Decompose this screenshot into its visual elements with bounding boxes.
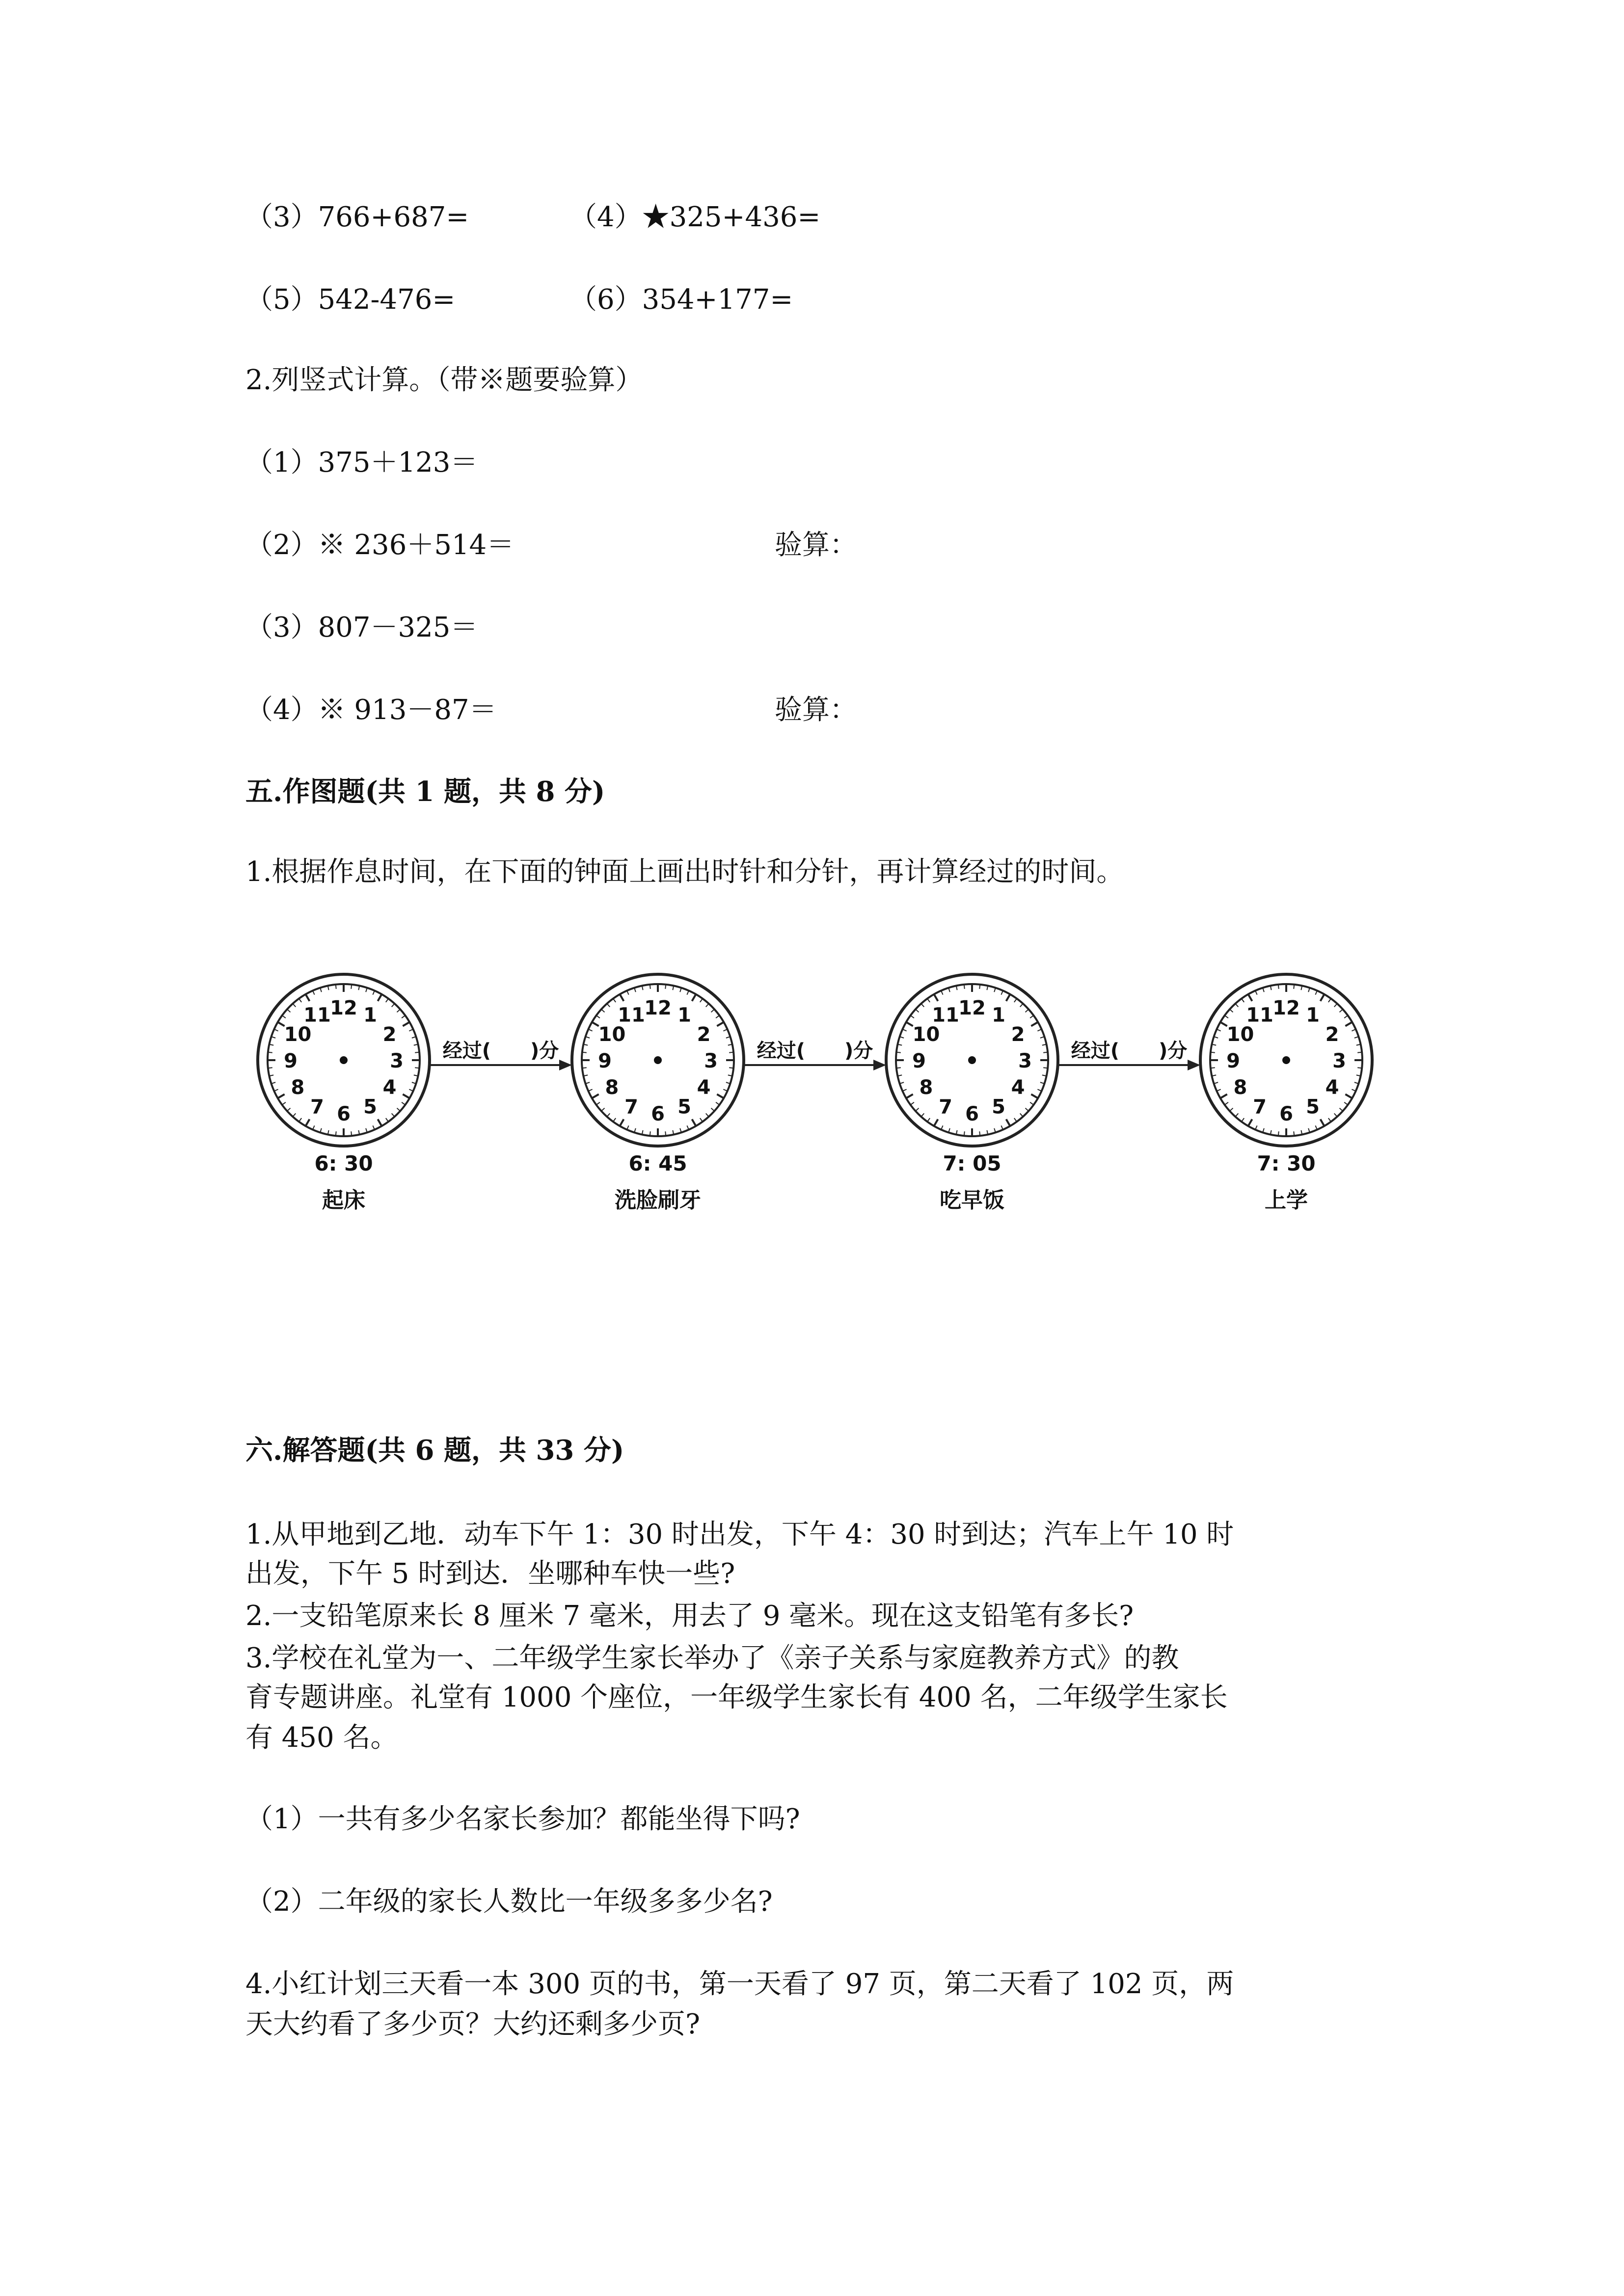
clock-tick: [278, 1022, 285, 1026]
clock-number: 12: [1272, 997, 1300, 1019]
clock-tick: [1211, 1052, 1215, 1053]
clock-tick: [1225, 1102, 1228, 1105]
clock-number: 9: [598, 1050, 612, 1072]
vertical-calc-item-2: （2）※ 236＋514＝: [245, 529, 514, 561]
clock-tick: [1014, 1118, 1017, 1121]
clock-tick: [601, 1108, 605, 1111]
clock-number: 11: [618, 1004, 645, 1027]
clock-tick: [979, 985, 980, 989]
clock-number: 5: [677, 1095, 691, 1119]
clock-tick: [415, 1052, 419, 1053]
question-3-line-3: 有 450 名。: [245, 1722, 398, 1754]
clock-tick: [392, 1004, 395, 1007]
clock-number: 5: [1306, 1095, 1320, 1119]
clock-tick: [1230, 1009, 1233, 1012]
clock-tick: [1020, 1004, 1023, 1007]
clock-tick: [692, 1119, 696, 1126]
question-4-line-2: 天大约看了多少页？大约还剩多少页?: [245, 2008, 701, 2040]
clock-number: 3: [1332, 1050, 1346, 1072]
clock-tick: [1248, 994, 1252, 1001]
arrow-duration-label: 经过( )分: [757, 1040, 873, 1062]
clock-schedule-diagram: [245, 952, 1394, 1227]
clock-tick: [397, 1108, 400, 1111]
clock-number: 10: [912, 1023, 940, 1046]
clock-number: 3: [1018, 1050, 1032, 1072]
vertical-calc-item-4: （4）※ 913－87＝: [245, 694, 497, 726]
arrow-head: [1188, 1060, 1200, 1070]
clock-tick: [1357, 1052, 1362, 1053]
clock-tick: [706, 1113, 709, 1117]
clock-tick: [1230, 1108, 1233, 1111]
clock-number: 7: [624, 1095, 638, 1119]
clock-tick: [927, 999, 930, 1002]
clock-tick: [906, 1095, 913, 1098]
clock-tick: [1006, 1119, 1010, 1126]
clock-tick: [592, 1095, 599, 1098]
clock-activity-label: 起床: [322, 1188, 365, 1213]
clock-tick: [582, 1052, 587, 1053]
clock-tick: [700, 1118, 703, 1121]
clock-tick: [706, 1004, 709, 1007]
clock-number: 11: [303, 1004, 331, 1027]
arrow-duration-label: 经过( )分: [442, 1040, 559, 1062]
clock-number: 7: [939, 1095, 952, 1119]
clock-tick: [1014, 999, 1017, 1002]
clock-tick: [402, 1015, 405, 1018]
clock-tick: [896, 1052, 901, 1053]
clock-tick: [1031, 1095, 1038, 1098]
clock-tick: [306, 994, 310, 1001]
clock-tick: [1345, 1022, 1352, 1026]
question-3-sub-2: （2）二年级的家长人数比一年级多多少名?: [245, 1886, 773, 1918]
clock-number: 6: [651, 1103, 665, 1125]
clock-number: 4: [1325, 1076, 1339, 1099]
clock-tick: [1242, 999, 1244, 1002]
clock-tick: [716, 1015, 719, 1018]
clock-tick: [403, 1095, 409, 1098]
clock-tick: [717, 1022, 724, 1026]
clock-activity-label: 洗脸刷牙: [615, 1188, 701, 1213]
clock-tick: [282, 1102, 286, 1105]
clock-time-label: 6: 45: [628, 1151, 687, 1175]
clock-number: 4: [697, 1076, 711, 1099]
clock-tick: [921, 1004, 924, 1007]
clock-activity-label: 吃早饭: [940, 1188, 1004, 1213]
clock-tick: [921, 1113, 924, 1117]
clock-tick: [916, 1108, 919, 1111]
clock-number: 2: [382, 1023, 397, 1046]
clock-center-dot: [654, 1056, 662, 1064]
clock-tick: [911, 1102, 914, 1105]
clock-tick: [1248, 1119, 1252, 1126]
clock-tick: [964, 1131, 965, 1136]
clock-tick: [386, 999, 388, 1002]
clock-number: 5: [363, 1095, 377, 1119]
clock-time-label: 7: 05: [943, 1151, 1001, 1175]
question-4-line-1: 4.小红计划三天看一本 300 页的书，第一天看了 97 页，第二天看了 102 页，两: [245, 1968, 1234, 2000]
clock-center-dot: [340, 1056, 348, 1064]
clock-tick: [1321, 1119, 1325, 1126]
verification-label-4: 验算：: [775, 694, 857, 726]
clock-number: 8: [605, 1076, 619, 1099]
question-1-line-2: 出发，下午 5 时到达．坐哪种车快一些?: [245, 1558, 735, 1590]
clock-tick: [1278, 985, 1279, 989]
vertical-calc-item-3: （3）807－325＝: [245, 612, 478, 643]
clock-tick: [1339, 1009, 1343, 1012]
clock-tick: [665, 985, 666, 989]
arrow-head: [559, 1060, 572, 1070]
clock-tick: [711, 1009, 714, 1012]
clock-number: 1: [1306, 1004, 1320, 1027]
clock-number: 2: [697, 1023, 711, 1046]
clock-center-dot: [968, 1056, 976, 1064]
clock-time-label: 6: 30: [314, 1151, 373, 1175]
clock-tick: [1328, 999, 1331, 1002]
clock-tick: [1025, 1009, 1029, 1012]
clock-number: 5: [992, 1095, 1005, 1119]
question-3-line-2: 育专题讲座。礼堂有 1000 个座位，一年级学生家长有 400 名，二年级学生家长: [245, 1682, 1228, 1713]
clock-tick: [601, 1009, 605, 1012]
clock-number: 10: [284, 1023, 312, 1046]
clock-tick: [1225, 1015, 1228, 1018]
clock-number: 7: [310, 1095, 324, 1119]
clock-tick: [299, 999, 301, 1002]
clock-tick: [1030, 1015, 1033, 1018]
clock-number: 8: [291, 1076, 305, 1099]
clock-tick: [916, 1009, 919, 1012]
clock-tick: [268, 1052, 272, 1053]
clock-number: 12: [958, 997, 986, 1019]
clock-tick: [592, 1022, 599, 1026]
arrow-duration-label: 经过( )分: [1071, 1040, 1188, 1062]
clock-tick: [278, 1095, 285, 1098]
question-3-line-1: 3.学校在礼堂为一、二年级学生家长举办了《亲子关系与家庭教养方式》的教: [245, 1642, 1179, 1674]
clock-number: 6: [337, 1103, 351, 1125]
clock-tick: [927, 1118, 930, 1121]
clock-tick: [711, 1108, 714, 1111]
clock-tick: [397, 1009, 400, 1012]
clock-tick: [1235, 1004, 1238, 1007]
calc-item-5: （5）542-476=: [245, 284, 456, 316]
clock-tick: [1043, 1052, 1048, 1053]
clock-tick: [1031, 1022, 1038, 1026]
clock-tick: [287, 1108, 291, 1111]
clock-tick: [1006, 994, 1010, 1001]
clock-tick: [1020, 1113, 1023, 1117]
clock-number: 4: [382, 1076, 397, 1099]
clock-tick: [964, 985, 965, 989]
clock-tick: [607, 1113, 610, 1117]
clock-number: 4: [1011, 1076, 1025, 1099]
clock-number: 9: [912, 1050, 926, 1072]
clock-tick: [351, 1131, 352, 1136]
clock-tick: [293, 1004, 296, 1007]
clock-tick: [1328, 1118, 1331, 1121]
clock-number: 6: [1279, 1103, 1293, 1125]
clock-tick: [596, 1102, 600, 1105]
clock-tick: [1345, 1095, 1352, 1098]
clock-tick: [692, 994, 696, 1001]
calc-item-6: （6）354+177=: [569, 284, 793, 316]
arrow-head: [873, 1060, 886, 1070]
clock-tick: [403, 1022, 409, 1026]
question-3-sub-1: （1）一共有多少名家长参加？都能坐得下吗?: [245, 1803, 800, 1835]
clock-tick: [1220, 1095, 1227, 1098]
clock-tick: [287, 1009, 291, 1012]
clock-tick: [351, 985, 352, 989]
clock-number: 2: [1011, 1023, 1025, 1046]
clock-number: 11: [932, 1004, 959, 1027]
clock-tick: [306, 1119, 310, 1126]
clock-number: 7: [1253, 1095, 1267, 1119]
clock-tick: [665, 1131, 666, 1136]
clock-tick: [1278, 1131, 1279, 1136]
verification-label-2: 验算：: [775, 529, 857, 561]
clock-tick: [934, 994, 938, 1001]
calc-item-4: （4）★325+436=: [569, 201, 821, 233]
clock-number: 1: [677, 1004, 691, 1027]
clock-tick: [596, 1015, 600, 1018]
section-5-question-1: 1.根据作息时间，在下面的钟面上画出时针和分针，再计算经过的时间。: [245, 856, 1124, 888]
clock-tick: [979, 1131, 980, 1136]
clock-time-label: 7: 30: [1257, 1151, 1316, 1175]
clock-number: 3: [704, 1050, 718, 1072]
clock-number: 2: [1325, 1023, 1339, 1046]
clock-number: 10: [598, 1023, 626, 1046]
clock-tick: [716, 1102, 719, 1105]
clock-number: 8: [919, 1076, 933, 1099]
section-5-title: 五.作图题(共 1 题，共 8 分): [245, 775, 605, 808]
clock-tick: [392, 1113, 395, 1117]
clock-tick: [1030, 1102, 1033, 1105]
clock-tick: [620, 1119, 624, 1126]
clock-tick: [613, 999, 616, 1002]
vertical-calc-item-1: （1）375＋123＝: [245, 447, 478, 479]
clock-tick: [293, 1113, 296, 1117]
clock-tick: [1344, 1015, 1348, 1018]
clock-tick: [1242, 1118, 1244, 1121]
clock-tick: [1334, 1113, 1337, 1117]
clock-tick: [934, 1119, 938, 1126]
clock-tick: [299, 1118, 301, 1121]
clock-tick: [1235, 1113, 1238, 1117]
clock-tick: [700, 999, 703, 1002]
clock-tick: [613, 1118, 616, 1121]
clock-tick: [402, 1102, 405, 1105]
clock-center-dot: [1282, 1056, 1290, 1064]
clock-number: 6: [965, 1103, 979, 1125]
clock-number: 1: [363, 1004, 377, 1027]
clock-number: 1: [992, 1004, 1005, 1027]
question-2-title: 2.列竖式计算。（带※题要验算）: [245, 364, 643, 396]
clock-tick: [729, 1052, 733, 1053]
clock-activity-label: 上学: [1265, 1188, 1308, 1213]
clock-tick: [386, 1118, 388, 1121]
clock-tick: [717, 1095, 724, 1098]
clock-tick: [1321, 994, 1325, 1001]
section-6-title: 六.解答题(共 6 题，共 33 分): [245, 1434, 624, 1467]
clock-number: 12: [644, 997, 672, 1019]
clock-tick: [1025, 1108, 1029, 1111]
clock-tick: [378, 1119, 382, 1126]
clock-tick: [620, 994, 624, 1001]
clock-number: 9: [284, 1050, 298, 1072]
clock-number: 8: [1233, 1076, 1247, 1099]
clock-number: 12: [330, 997, 357, 1019]
question-2: 2.一支铅笔原来长 8 厘米 7 毫米，用去了 9 毫米。现在这支铅笔有多长?: [245, 1600, 1134, 1632]
calc-item-3: （3）766+687=: [245, 201, 469, 233]
clock-tick: [911, 1015, 914, 1018]
clock-number: 10: [1226, 1023, 1254, 1046]
clock-tick: [906, 1022, 913, 1026]
clock-tick: [1339, 1108, 1343, 1111]
clock-number: 11: [1246, 1004, 1273, 1027]
clock-number: 9: [1226, 1050, 1240, 1072]
clock-tick: [607, 1004, 610, 1007]
clock-tick: [282, 1015, 286, 1018]
clock-number: 3: [390, 1050, 404, 1072]
clock-tick: [1344, 1102, 1348, 1105]
clock-tick: [378, 994, 382, 1001]
clock-tick: [1334, 1004, 1337, 1007]
clock-tick: [1220, 1022, 1227, 1026]
question-1-line-1: 1.从甲地到乙地．动车下午 1：30 时出发，下午 4：30 时到达；汽车上午 10 时: [245, 1519, 1234, 1550]
